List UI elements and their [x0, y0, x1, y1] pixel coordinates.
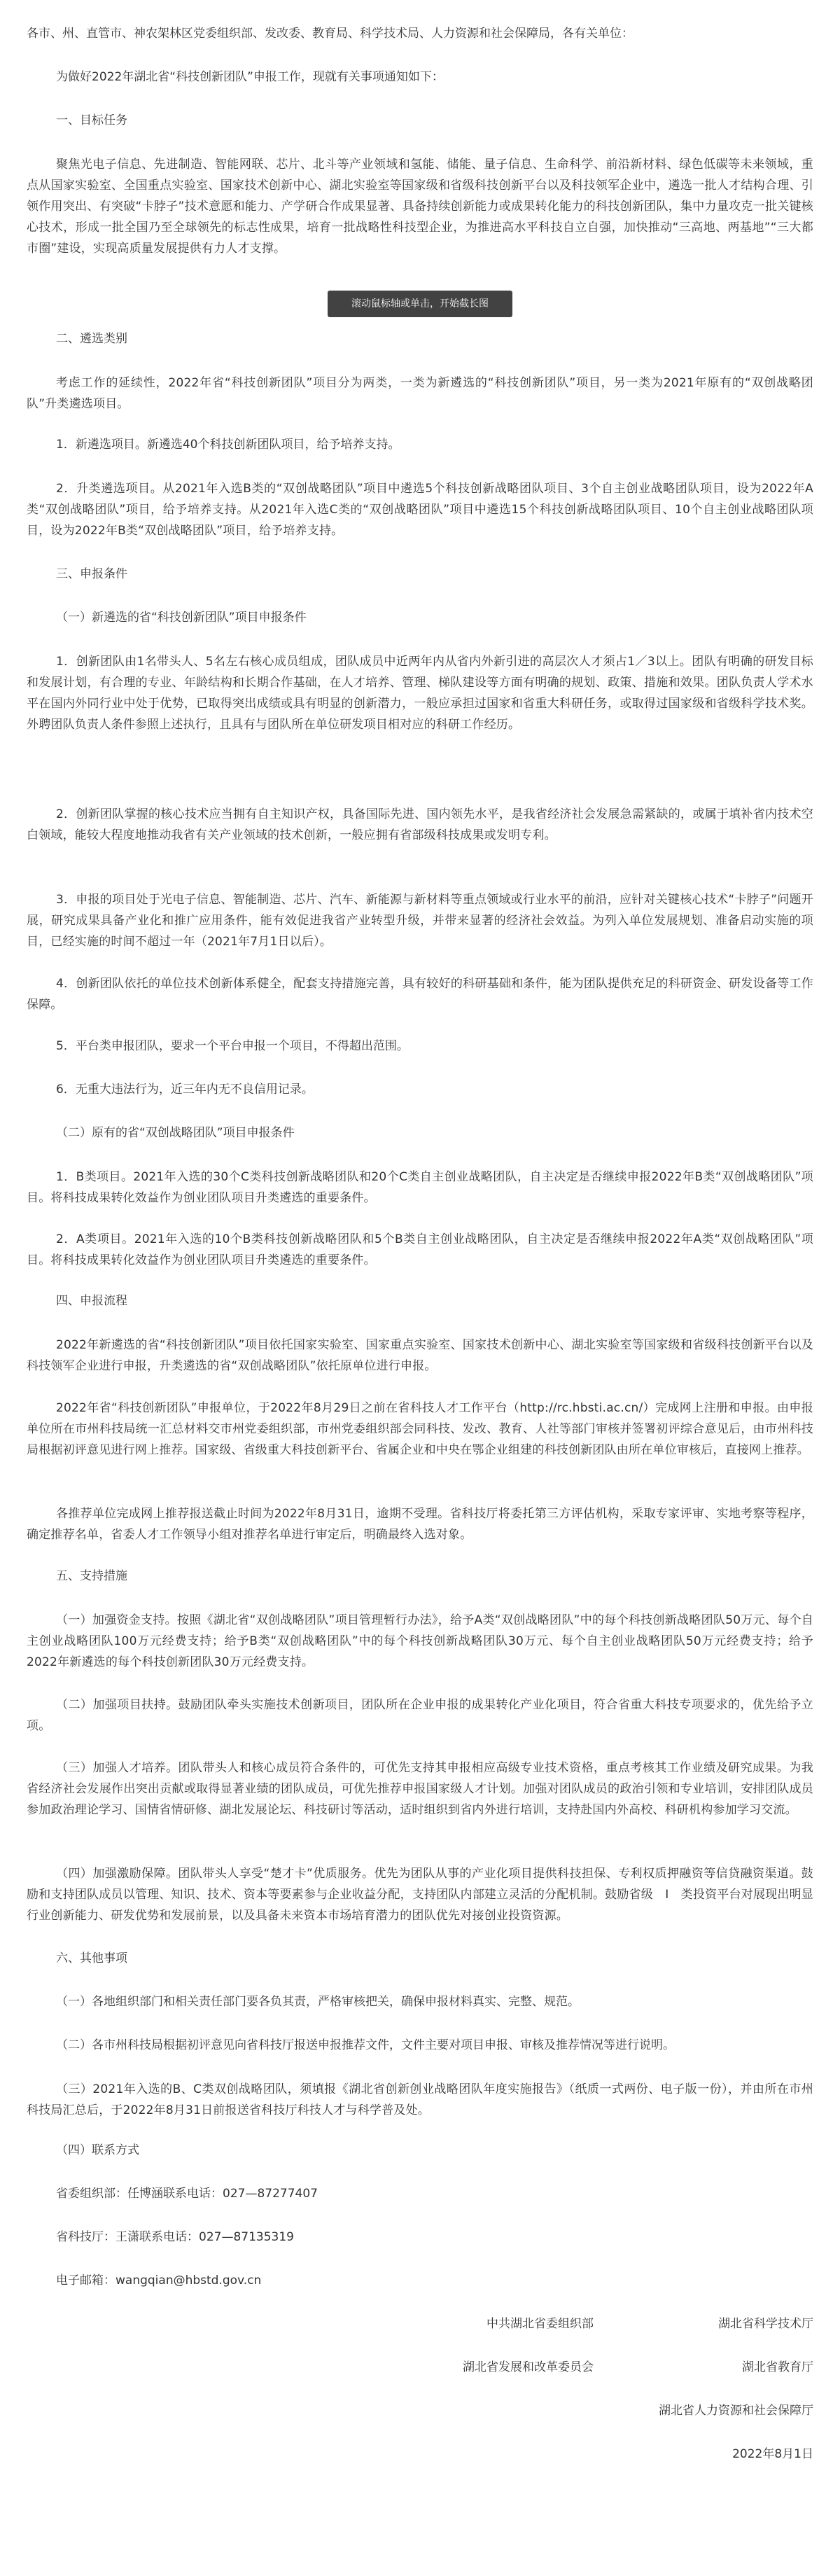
signature-hr-social: 湖北省人力资源和社会保障厅 — [659, 2404, 813, 2418]
section-4-heading: 四、申报流程 — [56, 1294, 127, 1308]
signature-org-dept: 中共湖北省委组织部 — [486, 2317, 594, 2331]
section-5-heading: 五、支持措施 — [56, 1569, 127, 1583]
section-4-paragraph-3: 各推荐单位完成网上推荐报送截止时间为2022年8月31日，逾期不受理。省科技厅将委托第三方评估机构，采取专家评审、实地考察等程序，确定推荐名单，省委人才工作领导小组对推荐名单进行审定后，明确最终入选对象。 — [27, 1507, 813, 1542]
section-5-item-1: （一）加强资金支持。按照《湖北省“双创战略团队”项目管理暂行办法》，给予A类“双创战略团队”中的每个科技创新战略团队50万元、每个自主创业战略团队100万元经费支持；给予B类“双创战略团队”中的每个科技创新战略团队30万元、每个自主创业战略团队50万元经费支持；给予2022年新遴选的每个科技创新团队30万元经费支持。 — [27, 1613, 813, 1669]
contact-heading: （四）联系方式 — [56, 2143, 139, 2157]
section-3-item-4: 4．创新团队依托的单位技术创新体系健全，配套支持措施完善，具有较好的科研基础和条件，能为团队提供充足的科研资金、研发设备等工作保障。 — [27, 977, 813, 1012]
section-6-item-2: （二）各市州科技局根据初评意见向省科技厅报送申报推荐文件，文件主要对项目申报、审核及推荐情况等进行说明。 — [56, 2038, 675, 2052]
section-2-heading: 二、遴选类别 — [56, 332, 127, 346]
section-3-item-7: 1．B类项目。2021年入选的30个C类科技创新战略团队和20个C类自主创业战略团队，自主决定是否继续申报2022年B类“双创战略团队”项目。将科技成果转化效益作为创业团队项目升类遴选的重要条件。 — [27, 1170, 813, 1205]
document-date: 2022年8月1日 — [732, 2447, 813, 2461]
section-3-sub-2: （二）原有的省“双创战略团队”项目申报条件 — [56, 1126, 295, 1140]
signature-education: 湖北省教育厅 — [742, 2360, 813, 2374]
section-5-item-3: （三）加强人才培养。团队带头人和核心成员符合条件的，可优先支持其申报相应高级专业技术资格，重点考核其工作业绩及研究成果。为我省经济社会发展作出突出贡献或取得显著业绩的团队成员，可优先推荐申报国家级人才计划。加强对团队成员的政治引领和专业培训，安排团队成员参加政治理论学习、国情省情研修、湖北发展论坛、科技研讨等活动，适时组织到省内外进行培训，支持赴国内外高校、科研机构参加学习交流。 — [27, 1761, 813, 1817]
section-3-heading: 三、申报条件 — [56, 567, 127, 581]
contact-org-phone: 省委组织部：任博涵联系电话：027—87277407 — [56, 2187, 318, 2201]
section-4-paragraph-1: 2022年新遴选的省“科技创新团队”项目依托国家实验室、国家重点实验室、国家技术创新中心、湖北实验室等国家级和省级科技创新平台以及科技领军企业进行申报，升类遴选的省“双创战略团队”依托原单位进行申报。 — [27, 1338, 813, 1373]
section-3-item-2: 2．创新团队掌握的核心技术应当拥有自主知识产权，具备国际先进、国内领先水平，是我省经济社会发展急需紧缺的，或属于填补省内技术空白领域，能较大程度地推动我省有关产业领域的技术创新，一般应拥有省部级科技成果或发明专利。 — [27, 807, 813, 842]
signature-dev-reform: 湖北省发展和改革委员会 — [463, 2360, 594, 2374]
section-3-item-5: 5．平台类申报团队，要求一个平台申报一个项目，不得超出范围。 — [56, 1039, 409, 1053]
section-4-paragraph-2: 2022年省“科技创新团队”申报单位，于2022年8月29日之前在省科技人才工作平台（http://rc.hbsti.ac.cn/）完成网上注册和申报。由申报单位所在市州科技局统一汇总材料交市州党委组织部，市州党委组织部会同科技、发改、教育、人社等部门审核并签署初评综合意见后，由市州科技局根据初评意见进行网上推荐。国家级、省级重大科技创新平台、省属企业和中央在鄂企业组建的科技创新团队由所在单位审核后，直接网上推荐。 — [27, 1401, 813, 1457]
section-1-heading: 一、目标任务 — [56, 113, 127, 127]
contact-sci-phone: 省科技厅：王潇联系电话：027—87135319 — [56, 2230, 294, 2244]
signature-sci-dept: 湖北省科学技术厅 — [718, 2317, 813, 2331]
section-3-sub-1: （一）新遴选的省“科技创新团队”项目申报条件 — [56, 611, 307, 625]
section-2-paragraph-1: 考虑工作的延续性，2022年省“科技创新团队”项目分为两类，一类为新遴选的“科技创新团队”项目，另一类为2021年原有的“双创战略团队”升类遴选项目。 — [27, 376, 813, 411]
section-1-paragraph: 聚焦光电子信息、先进制造、智能网联、芯片、北斗等产业领域和氢能、储能、量子信息、生命科学、前沿新材料、绿色低碳等未来领域，重点从国家实验室、全国重点实验室、国家技术创新中心、湖北实验室等国家级和省级科技创新平台以及科技领军企业中，遴选一批人才结构合理、引领作用突出、有突破“卡脖子”技术意愿和能力、产学研合作成果显著、具备持续创新能力或成果转化能力的科技创新团队，集中力量攻克一批关键核心技术，形成一批全国乃至全球领先的标志性成果，培育一批战略性科技型企业，为推进高水平科技自立自强，加快推动“三高地、两基地”“三大都市圈”建设，实现高质量发展提供有力人才支撑。 — [27, 158, 813, 256]
section-2-paragraph-2: 1．新遴选项目。新遴选40个科技创新团队项目，给予培养支持。 — [56, 438, 400, 452]
long-screenshot-tooltip[interactable]: 滚动鼠标轴或单击，开始截长图 — [328, 291, 512, 317]
intro-line: 为做好2022年湖北省“科技创新团队”申报工作，现就有关事项通知如下： — [56, 70, 444, 84]
section-5-item-2: （二）加强项目扶持。鼓励团队牵头实施技术创新项目，团队所在企业申报的成果转化产业化项目，符合省重大科技专项要求的，优先给予立项。 — [27, 1698, 813, 1733]
section-6-item-1: （一）各地组织部门和相关责任部门要各负其责，严格审核把关，确保申报材料真实、完整、规范。 — [56, 1995, 580, 2009]
recipients-line: 各市、州、直管市、神农架林区党委组织部、发改委、教育局、科学技术局、人力资源和社会保障局，各有关单位： — [27, 27, 634, 41]
section-5-item-4: （四）加强激励保障。团队带头人享受“楚才卡”优质服务。优先为团队从事的产业化项目提供科技担保、专利权质押融资等信贷融资渠道。鼓励和支持团队成员以管理、知识、技术、资本等要素参与企业收益分配，支持团队内部建立灵活的分配机制。鼓励省级 Ⅰ 类投资平台对展现出明显行业创新能力、研发优势和发展前景，以及具备未来资本市场培育潜力的团队优先对接创业投资资源。 — [27, 1867, 813, 1923]
section-6-item-3: （三）2021年入选的B、C类双创战略团队，须填报《湖北省创新创业战略团队年度实施报告》（纸质一式两份、电子版一份），并由所在市州科技局汇总后，于2022年8月31日前报送省科技厅科技人才与科学普及处。 — [27, 2082, 813, 2117]
section-6-heading: 六、其他事项 — [56, 1951, 127, 1965]
contact-email: 电子邮箱：wangqian@hbstd.gov.cn — [56, 2274, 262, 2288]
section-3-item-3: 3．申报的项目处于光电子信息、智能制造、芯片、汽车、新能源与新材料等重点领域或行业水平的前沿，应针对关键核心技术“卡脖子”问题开展，研究成果具备产业化和推广应用条件，能有效促进我省产业转型升级，并带来显著的经济社会效益。为列入单位发展规划、准备启动实施的项目，已经实施的时间不超过一年（2021年7月1日以后）。 — [27, 893, 813, 949]
section-3-item-8: 2．A类项目。2021年入选的10个B类科技创新战略团队和5个B类自主创业战略团队，自主决定是否继续申报2022年A类“双创战略团队”项目。将科技成果转化效益作为创业团队项目升类遴选的重要条件。 — [27, 1232, 813, 1267]
section-3-item-6: 6．无重大违法行为，近三年内无不良信用记录。 — [56, 1082, 314, 1096]
section-3-item-1: 1．创新团队由1名带头人、5名左右核心成员组成，团队成员中近两年内从省内外新引进的高层次人才须占1／3以上。团队有明确的研发目标和发展计划，有合理的专业、年龄结构和长期合作基础，在人才培养、管理、梯队建设等方面有明确的规划、政策、措施和效果。团队负责人学术水平在国内外同行业中处于优势，已取得突出成绩或具有明显的创新潜力，一般应承担过国家和省重大科研任务，或取得过国家级和省级科学技术奖。外聘团队负责人条件参照上述执行，且具有与团队所在单位研发项目相对应的科研工作经历。 — [27, 655, 813, 732]
section-2-paragraph-3: 2．升类遴选项目。从2021年入选B类的“双创战略团队”项目中遴选5个科技创新战略团队项目、3个自主创业战略团队项目，设为2022年A类“双创战略团队”项目，给予培养支持。从2021年入选C类的“双创战略团队”项目中遴选15个科技创新战略团队项目、10个自主创业战略团队项目，设为2022年B类“双创战略团队”项目，给予培养支持。 — [27, 482, 813, 538]
